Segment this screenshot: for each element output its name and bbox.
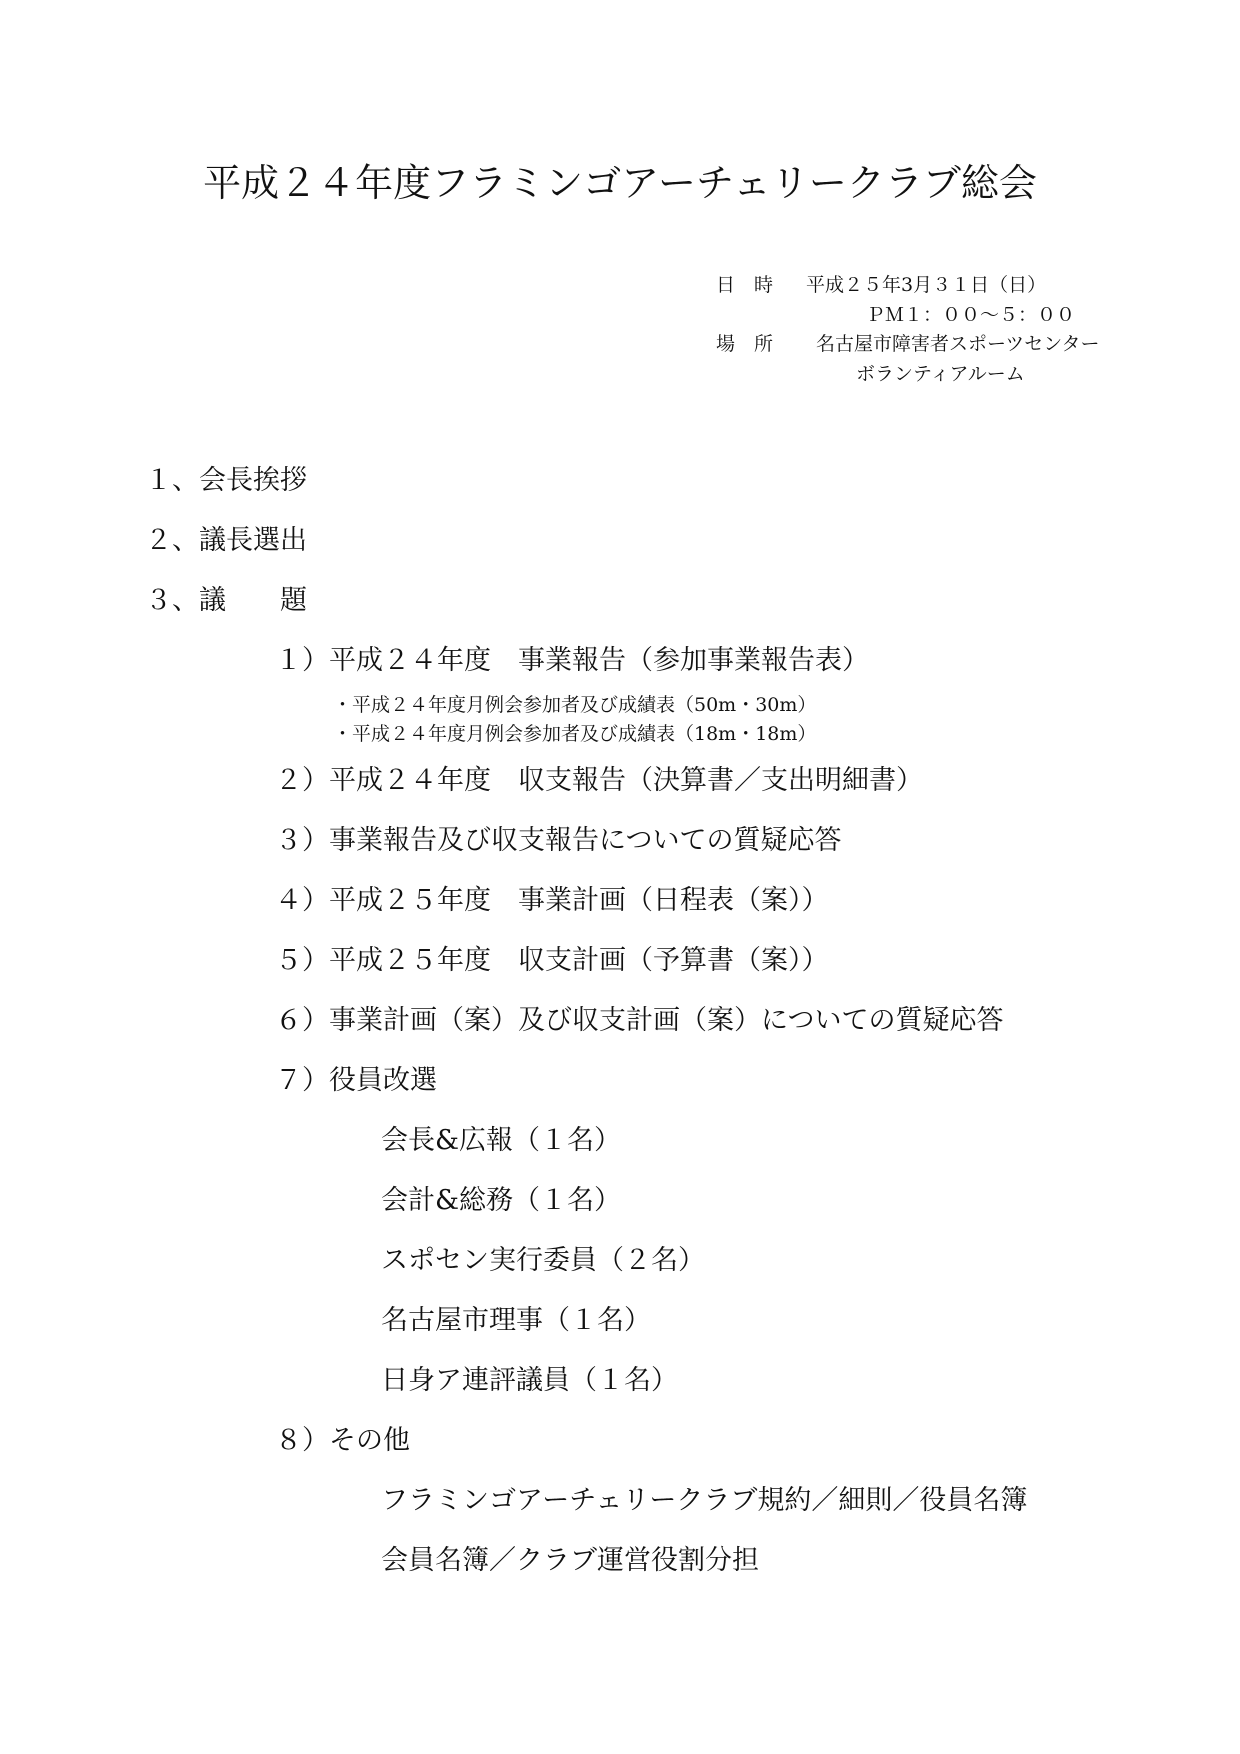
- agenda-sub-1-note-2: ・平成２４年度月例会参加者及び成績表（18m・18m）: [333, 723, 817, 745]
- officer-item: 日身ア連評議員（１名）: [381, 1365, 678, 1396]
- officer-item: 会長&広報（１名）: [381, 1125, 622, 1156]
- agenda-item-1: １、会長挨拶: [145, 465, 307, 496]
- date-value: 平成２５年3月３１日（日）: [806, 274, 1047, 296]
- other-item: フラミンゴアーチェリークラブ規約／細則／役員名簿: [381, 1485, 1028, 1516]
- agenda-sub-7: ７）役員改選: [275, 1065, 437, 1096]
- officer-item: スポセン実行委員（２名）: [381, 1245, 705, 1276]
- agenda-sub-5: ５）平成２５年度 収支計画（予算書（案））: [275, 945, 829, 976]
- agenda-item-3: ３、議 題: [145, 585, 307, 616]
- place-label: 場 所: [716, 333, 774, 355]
- time-value: ＰＭ１：００～５：００: [866, 304, 1076, 326]
- agenda-sub-1: １）平成２４年度 事業報告（参加事業報告表）: [275, 645, 869, 676]
- agenda-sub-2: ２）平成２４年度 収支報告（決算書／支出明細書）: [275, 765, 923, 796]
- agenda-sub-4: ４）平成２５年度 事業計画（日程表（案））: [275, 885, 829, 916]
- room-value: ボランティアルーム: [856, 363, 1025, 385]
- agenda-sub-8: ８）その他: [275, 1425, 410, 1456]
- other-item: 会員名簿／クラブ運営役割分担: [381, 1545, 759, 1576]
- place-value: 名古屋市障害者スポーツセンター: [816, 333, 1100, 355]
- officer-item: 名古屋市理事（１名）: [381, 1305, 651, 1336]
- agenda-sub-3: ３）事業報告及び収支報告についての質疑応答: [275, 825, 842, 856]
- page-title: 平成２４年度フラミンゴアーチェリークラブ総会: [203, 161, 1037, 205]
- agenda-sub-6: ６）事業計画（案）及び収支計画（案）についての質疑応答: [275, 1005, 1004, 1036]
- date-label: 日 時: [716, 274, 774, 296]
- officer-item: 会計&総務（１名）: [381, 1185, 622, 1216]
- agenda-sub-1-note-1: ・平成２４年度月例会参加者及び成績表（50m・30m）: [333, 694, 817, 716]
- agenda-item-2: ２、議長選出: [145, 525, 307, 556]
